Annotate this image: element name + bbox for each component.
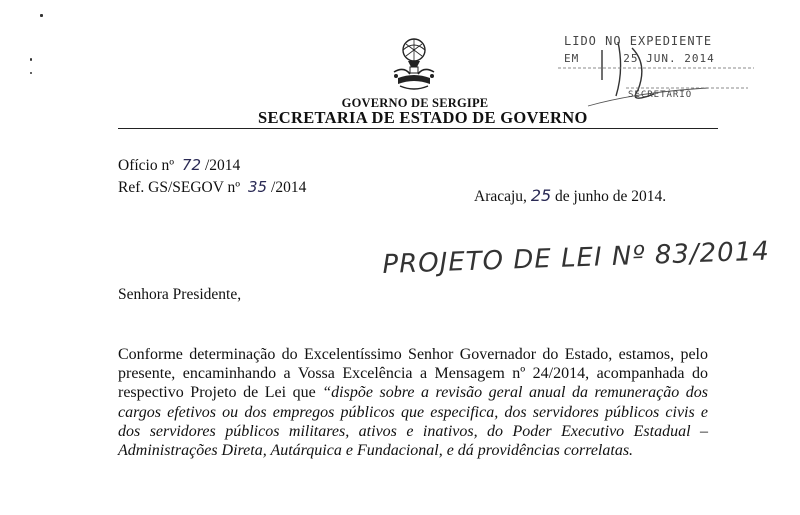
reference-line bbox=[118, 178, 306, 197]
reference-number: 35 bbox=[247, 178, 268, 196]
handwritten-bill-number: PROJETO DE LEI Nº 83/2014 bbox=[382, 236, 771, 280]
scan-speck bbox=[40, 14, 43, 17]
date-rest: de junho de 2014. bbox=[555, 188, 667, 205]
salutation: Senhora Presidente, bbox=[118, 286, 242, 303]
coat-of-arms-icon bbox=[386, 36, 442, 96]
receipt-stamp bbox=[558, 30, 758, 110]
oficio-line bbox=[118, 156, 240, 175]
stamp-role: SECRETÁRIO bbox=[628, 90, 693, 100]
stamp-date-prefix: EM bbox=[564, 52, 580, 65]
reference-prefix: Ref. GS/SEGOV nº bbox=[118, 179, 241, 196]
body-paragraph bbox=[118, 345, 708, 460]
reference-suffix: /2014 bbox=[271, 179, 307, 196]
stamp-date: 25 JUN. 2014 bbox=[623, 52, 715, 65]
header-divider bbox=[118, 128, 718, 129]
oficio-number: 72 bbox=[181, 156, 201, 174]
secretariat-name: SECRETARIA DE ESTADO DE GOVERNO bbox=[258, 108, 588, 127]
date-line bbox=[474, 186, 666, 206]
date-city: Aracaju, bbox=[474, 188, 527, 205]
scan-speck bbox=[30, 72, 32, 74]
scan-speck bbox=[30, 58, 32, 61]
stamp-title: LIDO NO EXPEDIENTE bbox=[564, 34, 713, 48]
oficio-suffix: /2014 bbox=[205, 157, 241, 174]
paragraph-text: Conforme determinação do Excelentíssimo Senhor Governador do Estado, estamos, pelo presente, encaminhando a Vossa Excelência a Mensagem nº 24/2014, acompanhada do respectivo Projeto de Lei que bbox=[118, 346, 708, 402]
stamp-date-line bbox=[564, 52, 715, 65]
date-day: 25 bbox=[530, 186, 552, 205]
oficio-prefix: Ofício nº bbox=[118, 157, 175, 174]
paragraph-quote: “dispõe sobre a revisão geral anual da remuneração dos cargos efetivos ou dos empregos públicos que especifica, dos servidores públicos civis e dos servidores públicos militares, ativos e inativos, do Poder Executivo Estadual – Administrações Direta, Autárquica e Fundacional, e dá providências correlatas. bbox=[118, 384, 708, 460]
government-name: GOVERNO DE SERGIPE bbox=[341, 96, 489, 110]
